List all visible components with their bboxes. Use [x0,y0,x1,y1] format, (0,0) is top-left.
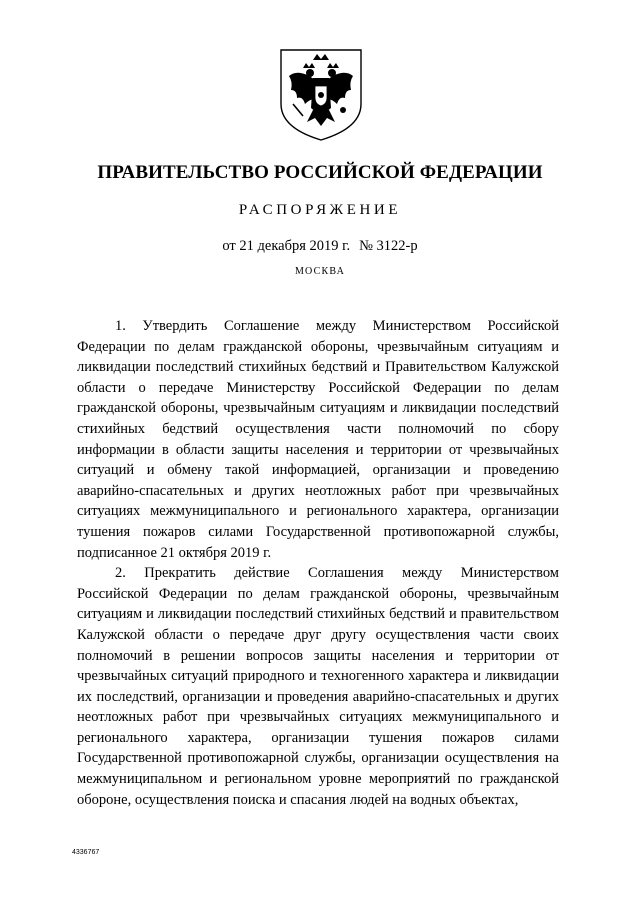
government-title: ПРАВИТЕЛЬСТВО РОССИЙСКОЙ ФЕДЕРАЦИИ [97,162,543,183]
paragraph-2: 2. Прекратить действие Соглашения между Министерством Российской Федерации по делам гражданской обороны, чрезвычайным ситуациям и ликвидации последствий стихийных бедствий и правительством Калужской области о передаче друг другу осуществления части своих полномочий в решении вопросов защиты населения и территории от чрезвычайных ситуаций природного и техногенного характера и ликвидации их последствий, организации и проведения аварийно-спасательных и других неотложных работ при чрезвычайных ситуациях межмуниципального и регионального характера, организации тушения пожаров силами Государственной противопожарной службы, организации осуществления на межмуниципальном и региональном уровне мероприятий по гражданской обороне, осуществления поиска и спасания людей на водных объектах, [77,565,559,808]
paragraph-1: 1. Утвердить Соглашение между Министерством Российской Федерации по делам гражданской обороны, чрезвычайным ситуациям и ликвидации последствий стихийных бедствий и Правительством Калужской области о передаче Министерству Российской Федерации по делам гражданской обороны, чрезвычайным ситуациям и ликвидации последствий стихийных бедствий осуществления части полномочий по сбору информации в области защиты населения и территории от чрезвычайных ситуаций и обмену такой информацией, организации и проведению аварийно-спасательных и других неотложных работ при чрезвычайных ситуациях межмуниципального и регионального характера, организации тушения пожаров силами Государственной противопожарной службы, подписанное 21 октября 2019 г. [77,318,559,561]
document-date: от 21 декабря 2019 г. [222,238,351,254]
document-body [77,316,559,810]
document-date-line [0,238,640,255]
document-type: РАСПОРЯЖЕНИЕ [238,202,402,218]
russian-coat-of-arms-icon [275,46,367,142]
document-number: № 3122-р [359,238,418,254]
footer-document-code: 4336767 [72,849,100,856]
document-city: МОСКВА [294,266,346,277]
